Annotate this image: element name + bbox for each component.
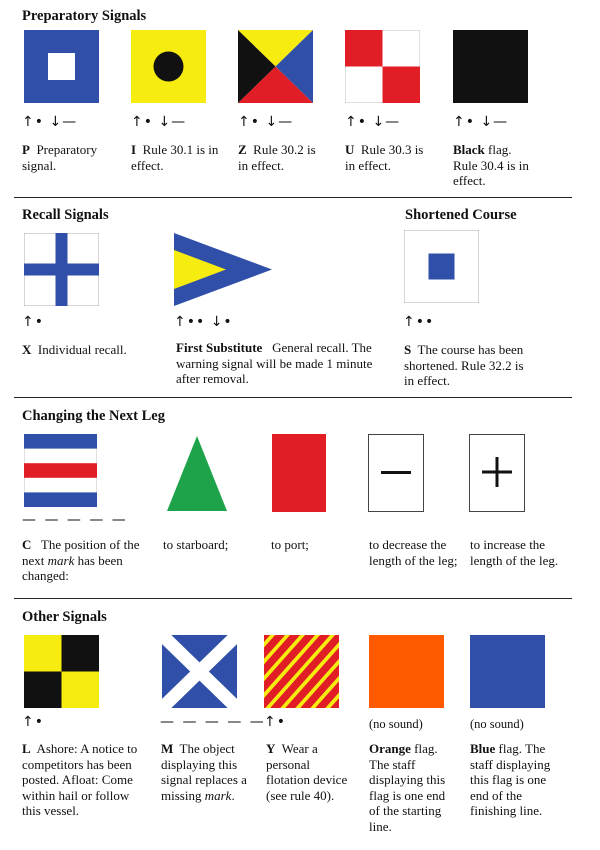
flag-text-y: Wear a personal flotation device (see rule 40). xyxy=(266,741,348,803)
flag-text-l: Ashore: A notice to competitors has been posted. Afloat: Come within hail or follow this vessel. xyxy=(22,741,138,818)
sound-signal-black: ↑• ↓— xyxy=(453,114,509,130)
section-divider xyxy=(14,197,572,198)
flag-text-z: Rule 30.2 is in effect. xyxy=(238,142,316,173)
u-flag-icon xyxy=(345,30,420,103)
description-decrease: to decrease the length of the leg; xyxy=(369,537,458,568)
description-c xyxy=(22,537,152,584)
sound-signal-x: ↑• xyxy=(22,314,44,330)
flag-text-first-substitute: General recall. The warning signal will be made 1 minute after removal. xyxy=(176,340,373,386)
red-rectangle-icon xyxy=(272,434,326,512)
flag-text-i: Rule 30.1 is in effect. xyxy=(131,142,219,173)
flag-text-s: The course has been shortened. Rule 32.2 is in effect. xyxy=(404,342,524,388)
heading-preparatory-signals: Preparatory Signals xyxy=(22,8,147,24)
first-substitute-pennant-icon xyxy=(174,233,274,306)
p-flag-icon xyxy=(24,30,99,103)
description-starboard: to starboard; xyxy=(163,537,229,552)
black-flag-icon xyxy=(453,30,528,103)
description-z xyxy=(238,142,328,173)
l-flag-icon xyxy=(24,635,99,708)
description-s xyxy=(404,342,534,389)
flag-letter-u: U xyxy=(345,142,355,157)
y-flag-icon xyxy=(264,635,339,708)
flag-letter-i: I xyxy=(131,142,137,157)
sound-signal-m: — — — — — xyxy=(160,714,266,730)
flag-letter-m: M xyxy=(161,741,174,756)
flag-letter-c: C xyxy=(22,537,32,552)
flag-text-m: The object displaying this signal replaces a missing xyxy=(161,741,247,803)
description-port: to port; xyxy=(271,537,309,552)
flag-text-u: Rule 30.3 is in effect. xyxy=(345,142,424,173)
description-m: M The object displaying this signal replaces a missing mark. xyxy=(161,741,247,803)
flag-text-c-after: has been changed: xyxy=(22,552,123,583)
heading-recall-signals: Recall Signals xyxy=(22,207,109,223)
description-l xyxy=(22,741,147,819)
sound-signal-u: ↑• ↓— xyxy=(345,114,401,130)
heading-changing-next-leg: Changing the Next Leg xyxy=(22,408,165,424)
description-blue xyxy=(470,741,558,819)
description-p xyxy=(22,142,122,173)
flag-letter-blue: Blue xyxy=(470,741,496,756)
flag-text-x: Individual recall. xyxy=(37,342,127,357)
description-u xyxy=(345,142,435,173)
description-black xyxy=(453,142,533,189)
description-first-substitute xyxy=(176,340,374,387)
description-i xyxy=(131,142,221,173)
description-increase: to increase the length of the leg. xyxy=(470,537,559,568)
sound-signal-l: ↑• xyxy=(22,714,44,730)
sound-signal-first-substitute: ↑•• ↓• xyxy=(174,314,233,330)
minus-board-icon xyxy=(368,434,424,512)
i-flag-icon xyxy=(131,30,206,103)
flag-letter-orange: Orange xyxy=(369,741,411,756)
sound-signal-p: ↑• ↓— xyxy=(22,114,78,130)
description-x xyxy=(22,342,162,358)
flag-text-c-em: mark xyxy=(47,552,75,568)
z-flag-icon xyxy=(238,30,313,103)
flag-text-m-em: mark xyxy=(204,787,232,803)
sound-signal-i: ↑• ↓— xyxy=(131,114,187,130)
m-flag-icon xyxy=(162,635,237,708)
c-flag-icon xyxy=(24,434,97,507)
flag-text-black: flag. Rule 30.4 is in effect. xyxy=(453,142,529,188)
sound-signal-z: ↑• ↓— xyxy=(238,114,294,130)
sound-signal-c: — — — — — xyxy=(22,512,128,528)
flag-letter-l: L xyxy=(22,741,31,756)
flag-text-blue: flag. The staff displaying this flag is one end of the finishing line. xyxy=(470,741,551,818)
flag-text-orange: flag. The staff displaying this flag is one end of the starting line. xyxy=(369,741,446,834)
orange-flag-icon xyxy=(369,635,444,708)
plus-board-icon xyxy=(469,434,525,512)
flag-letter-black: Black xyxy=(453,142,485,157)
sound-signal-orange: (no sound) xyxy=(369,717,423,731)
description-y xyxy=(266,741,356,803)
flag-letter-y: Y xyxy=(266,741,276,756)
x-flag-icon xyxy=(24,233,99,306)
flag-letter-first-substitute: First Substitute xyxy=(176,340,263,355)
flag-letter-p: P xyxy=(22,142,30,157)
green-triangle-icon xyxy=(166,434,228,512)
description-orange xyxy=(369,741,454,834)
flag-letter-x: X xyxy=(22,342,32,357)
sound-signal-s: ↑•• xyxy=(403,314,435,330)
section-divider xyxy=(14,397,572,398)
sound-signal-blue: (no sound) xyxy=(470,717,524,731)
blue-flag-icon xyxy=(470,635,545,708)
flag-text-c: The position of the next xyxy=(22,537,140,568)
sound-signal-y: ↑• xyxy=(264,714,286,730)
flag-letter-s: S xyxy=(404,342,412,357)
heading-other-signals: Other Signals xyxy=(22,609,107,625)
flag-letter-z: Z xyxy=(238,142,247,157)
s-flag-icon xyxy=(404,230,479,303)
heading-shortened-course: Shortened Course xyxy=(405,207,517,223)
flag-text-p: Preparatory signal. xyxy=(22,142,98,173)
section-divider xyxy=(14,598,572,599)
